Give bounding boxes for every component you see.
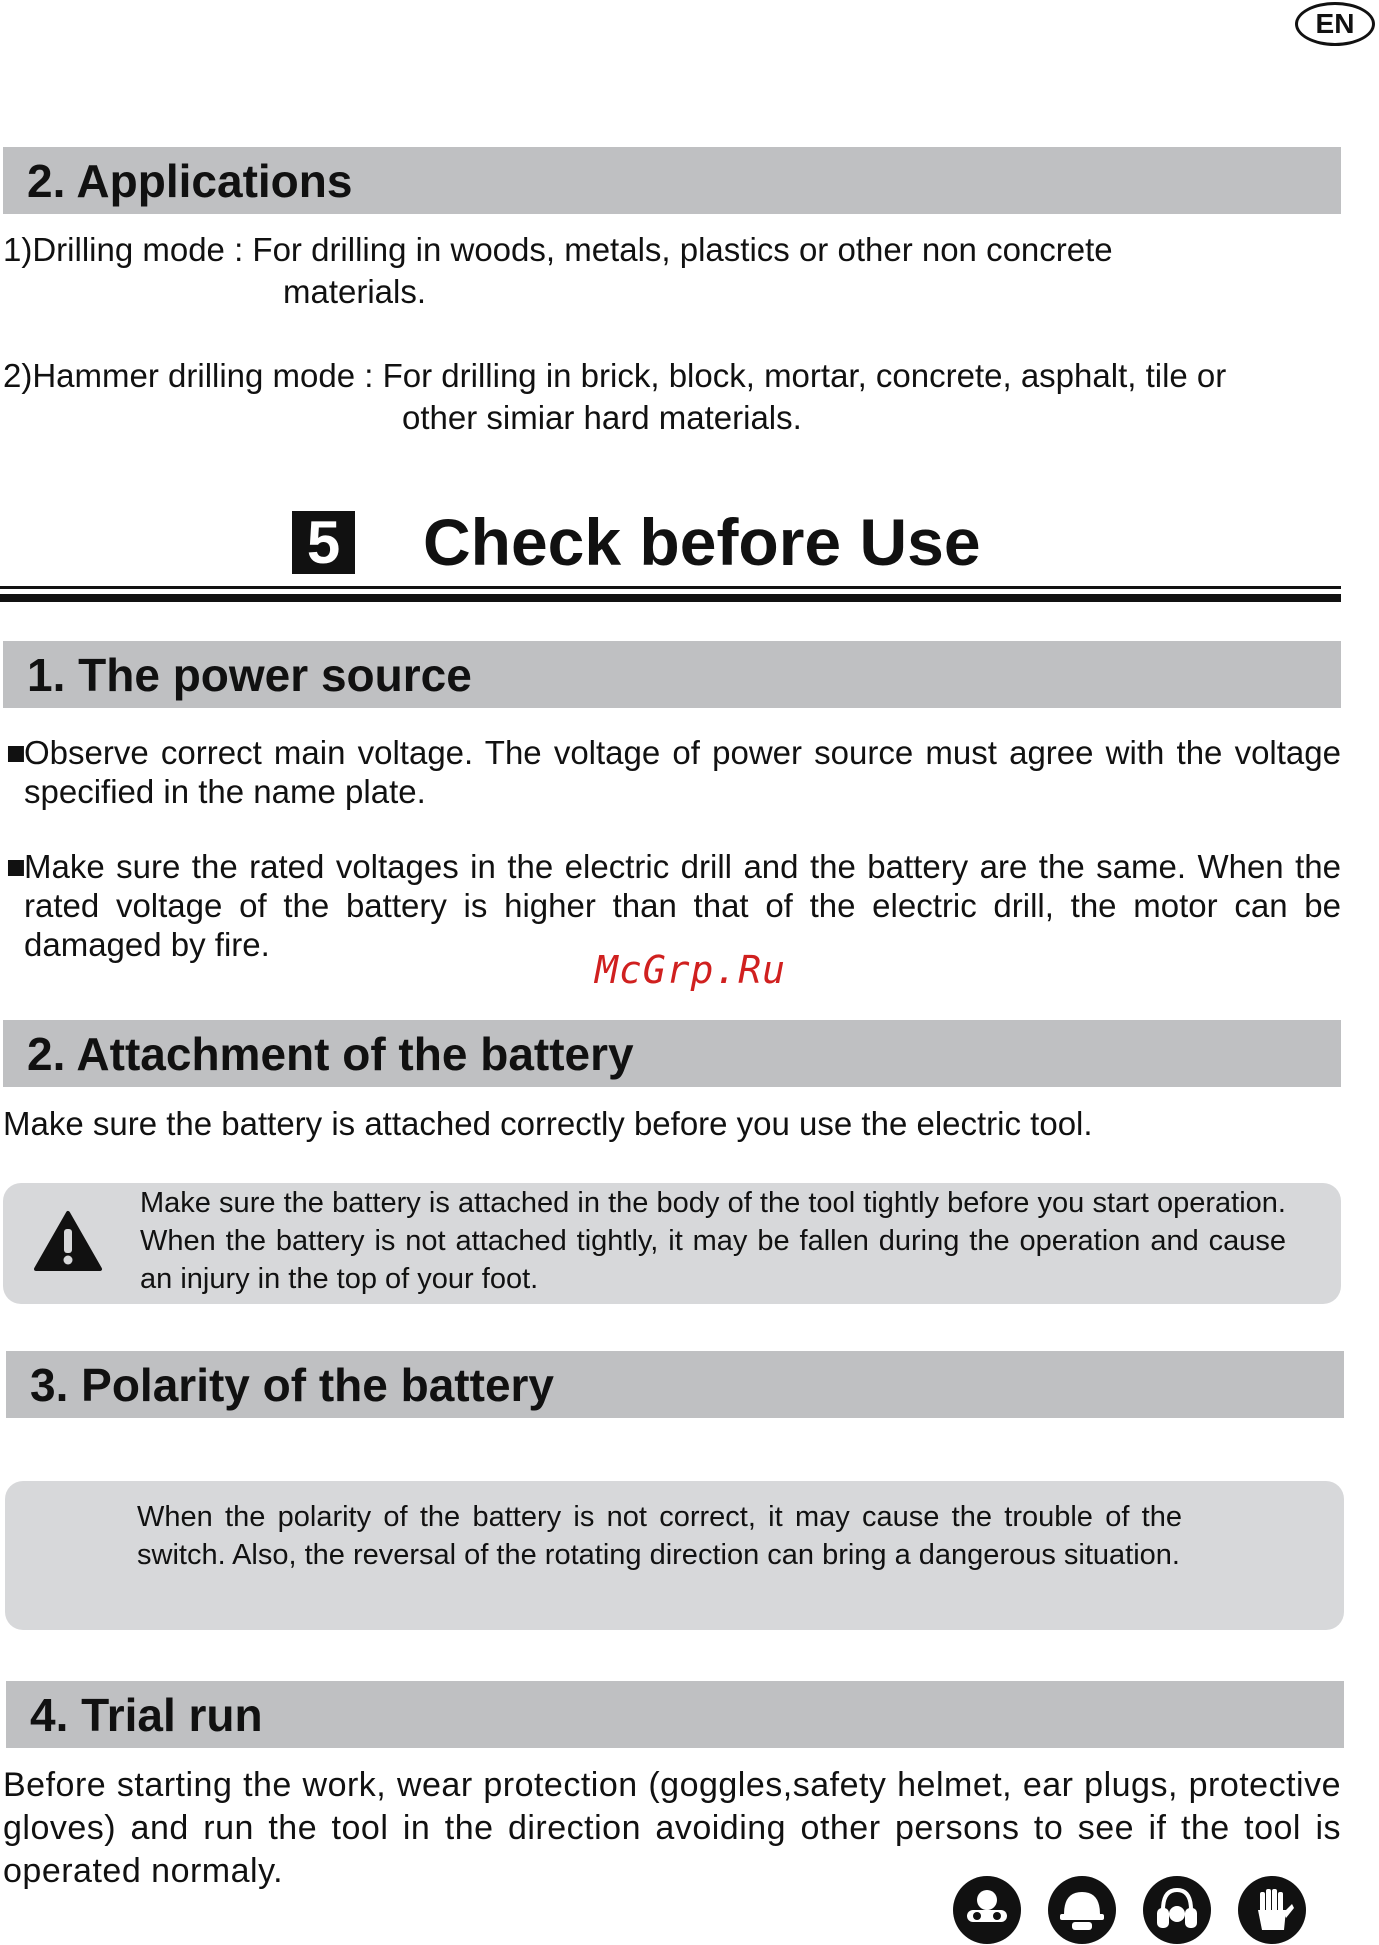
bullet-text: Make sure the rated voltages in the electric drill and the battery are the same. When the rated voltage of the battery is higher than that of the electric drill, the motor can be damaged by fire. [24, 848, 1341, 963]
goggles-icon [953, 1876, 1021, 1944]
power-source-bullet [3, 847, 1341, 964]
attachment-heading: 2. Attachment of the battery [3, 1020, 1341, 1087]
trial-run-text: Before starting the work, wear protection (goggles,safety helmet, ear plugs, protective gloves) and run the tool in the direction avoiding other persons to see if the tool is operated normaly. [3, 1766, 1341, 1890]
polarity-note-text: When the polarity of the battery is not correct, it may cause the trouble of the switch. Also, the reversal of the rotating direction can bring a dangerous situation. [137, 1501, 1182, 1571]
bullet-square-icon: ■ [6, 848, 26, 885]
ear-protection-icon [1143, 1876, 1211, 1944]
chapter-rule-thick [0, 594, 1341, 602]
power-source-bullet [3, 733, 1341, 811]
attachment-intro: Make sure the battery is attached correctly before you use the electric tool. [3, 1105, 1093, 1142]
item-continuation: other simiar hard materials. [402, 399, 802, 436]
application-item-hammer-drilling [3, 355, 1343, 436]
helmet-icon [1048, 1876, 1116, 1944]
item-text: Drilling mode : For drilling in woods, metals, plastics or other non concrete [32, 231, 1113, 268]
chapter-title: Check before Use [423, 505, 981, 579]
applications-heading: 2. Applications [3, 147, 1341, 214]
item-text: Hammer drilling mode : For drilling in brick, block, mortar, concrete, asphalt, tile or [32, 357, 1227, 394]
polarity-heading: 3. Polarity of the battery [6, 1351, 1344, 1418]
warning-box [3, 1183, 1341, 1304]
chapter-number: 5 [292, 511, 355, 574]
warning-text: Make sure the battery is attached in the body of the tool tightly before you start operation. When the battery is not attached tightly, it may be fallen during the operation and cause an injury in the top of your foot. [140, 1187, 1286, 1295]
item-number: 2) [3, 357, 33, 394]
item-number: 1) [3, 231, 33, 268]
trial-run-heading: 4. Trial run [6, 1681, 1344, 1748]
item-continuation: materials. [283, 273, 427, 310]
watermark: McGrp.Ru [595, 948, 787, 992]
language-badge: EN [1295, 2, 1375, 46]
polarity-note-box [5, 1481, 1344, 1630]
bullet-text: Observe correct main voltage. The voltage of power source must agree with the voltage specified in the name plate. [24, 734, 1341, 810]
warning-triangle-icon [33, 1209, 103, 1273]
gloves-icon [1238, 1876, 1306, 1944]
power-source-heading: 1. The power source [3, 641, 1341, 708]
application-item-drilling [3, 229, 1343, 310]
chapter-rule-thin [0, 586, 1341, 589]
bullet-square-icon: ■ [6, 734, 26, 771]
